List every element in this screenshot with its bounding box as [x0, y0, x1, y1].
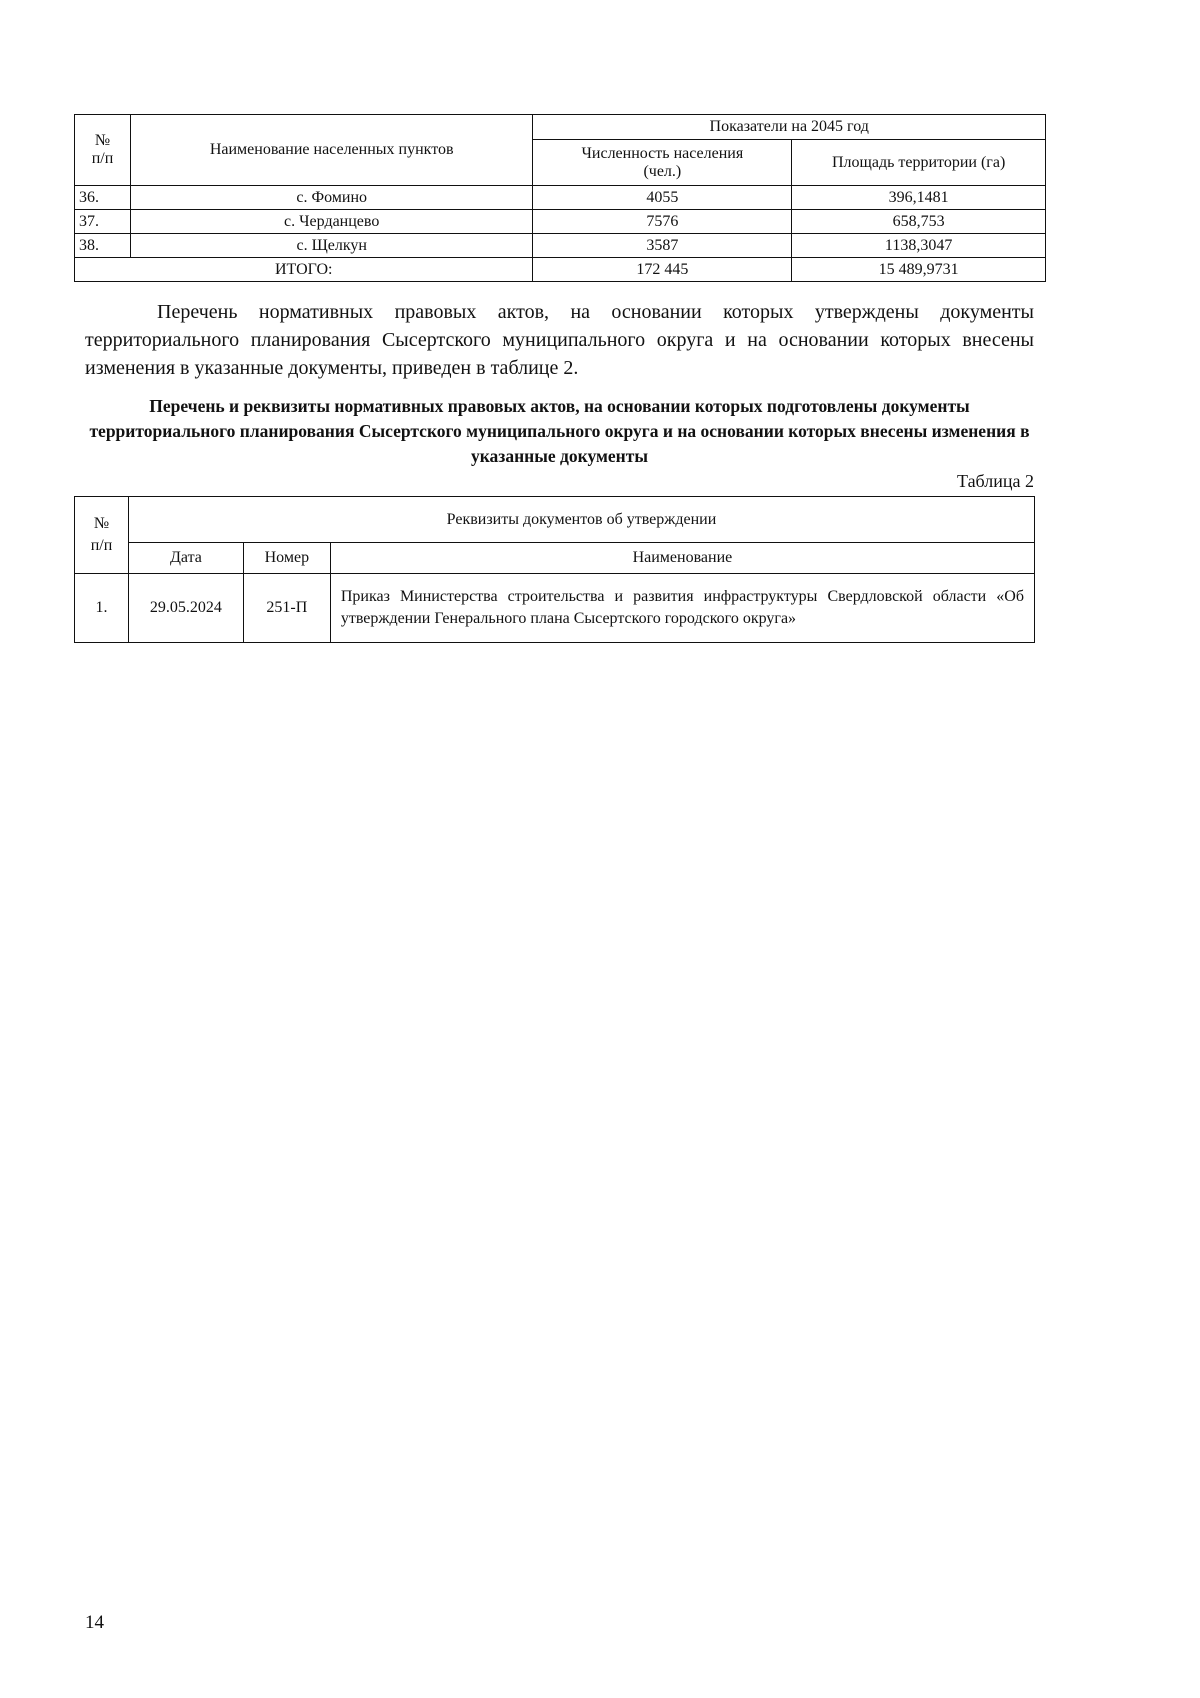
col-area-header: Площадь территории (га) [792, 140, 1046, 186]
col-population-header: Численность населения (чел.) [533, 140, 792, 186]
row-name: Приказ Министерства строительства и развития инфраструктуры Свердловской области «Об утверждении Генерального плана Сысертского городского округа» [330, 574, 1034, 643]
row-num: 37. [75, 210, 131, 234]
table-row [75, 574, 1035, 643]
row-area: 1138,3047 [792, 234, 1046, 258]
col-num-header: № п/п [75, 115, 131, 186]
body-paragraph-text: Перечень нормативных правовых актов, на основании которых утверждены документы территориального планирования Сысертского муниципального округа и на основании которых внесены изменения в указанные документы, приведен в таблице 2. [85, 301, 1034, 379]
row-number: 251-П [243, 574, 330, 643]
table-row [75, 234, 1046, 258]
total-label: ИТОГО: [75, 258, 533, 282]
body-paragraph [85, 298, 1034, 382]
row-num: 36. [75, 186, 131, 210]
col-name-header: Наименование [330, 543, 1034, 574]
total-row [75, 258, 1046, 282]
row-num: 1. [75, 574, 129, 643]
table-row [75, 210, 1046, 234]
table2-label: Таблица 2 [957, 471, 1034, 491]
col-name-header: Наименование населенных пунктов [130, 115, 533, 186]
row-name: с. Фомино [130, 186, 533, 210]
row-name: с. Черданцево [130, 210, 533, 234]
row-population: 3587 [533, 234, 792, 258]
col-group-header: Показатели на 2045 год [533, 115, 1046, 140]
col-group-header: Реквизиты документов об утверждении [128, 497, 1034, 543]
table-row [75, 186, 1046, 210]
col-number-header: Номер [243, 543, 330, 574]
row-name: с. Щелкун [130, 234, 533, 258]
row-population: 4055 [533, 186, 792, 210]
table2-heading: Перечень и реквизиты нормативных правовых актов, на основании которых подготовлены документы территориального планирования Сысертского муниципального округа и на основании которых внесены изменения в указанные документы [89, 396, 1030, 466]
total-population: 172 445 [533, 258, 792, 282]
row-date: 29.05.2024 [128, 574, 243, 643]
col-num-header: № п/п [75, 497, 129, 574]
page-number: 14 [85, 1612, 104, 1633]
row-area: 396,1481 [792, 186, 1046, 210]
acts-table [74, 496, 1035, 643]
row-population: 7576 [533, 210, 792, 234]
row-num: 38. [75, 234, 131, 258]
total-area: 15 489,9731 [792, 258, 1046, 282]
row-area: 658,753 [792, 210, 1046, 234]
col-date-header: Дата [128, 543, 243, 574]
settlements-table [74, 114, 1046, 282]
